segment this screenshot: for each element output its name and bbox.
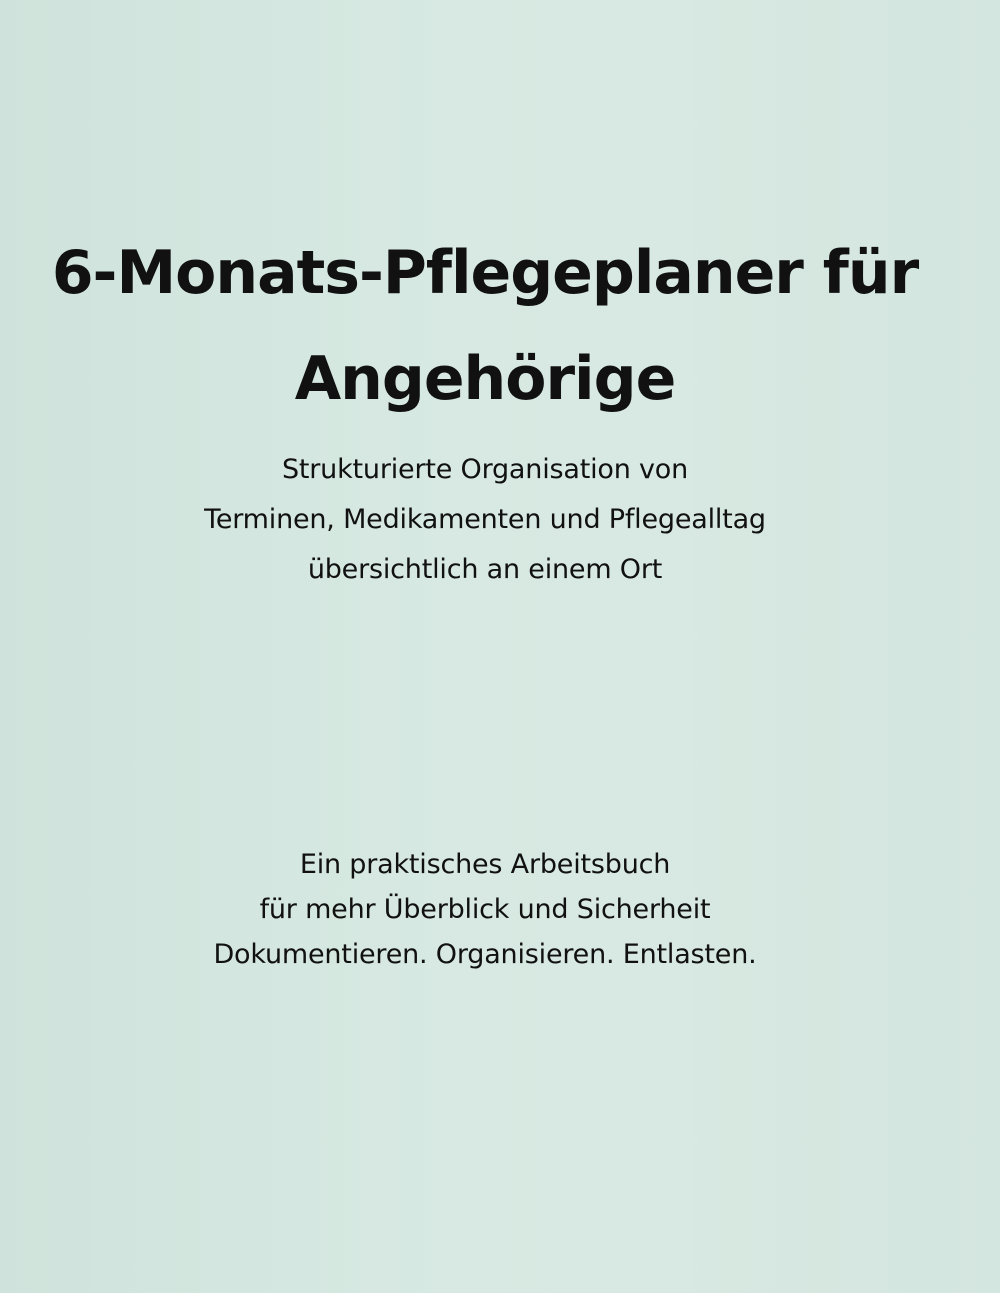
title-line-2: Angehörige: [294, 344, 676, 414]
book-title: [0, 220, 970, 432]
subtitle-line-1: Strukturierte Organisation von: [281, 454, 689, 485]
book-subtitle: [0, 445, 970, 595]
tagline-line-3: Dokumentieren. Organisieren. Entlasten.: [213, 939, 757, 970]
tagline-line-1: Ein praktisches Arbeitsbuch: [299, 849, 671, 880]
subtitle-line-3: übersichtlich an einem Ort: [307, 554, 663, 585]
subtitle-line-2: Terminen, Medikamenten und Pflegealltag: [204, 504, 766, 535]
title-line-1: 6-Monats-Pflegeplaner für: [51, 238, 919, 308]
tagline-line-2: für mehr Überblick und Sicherheit: [259, 894, 711, 925]
book-tagline: [0, 842, 970, 977]
